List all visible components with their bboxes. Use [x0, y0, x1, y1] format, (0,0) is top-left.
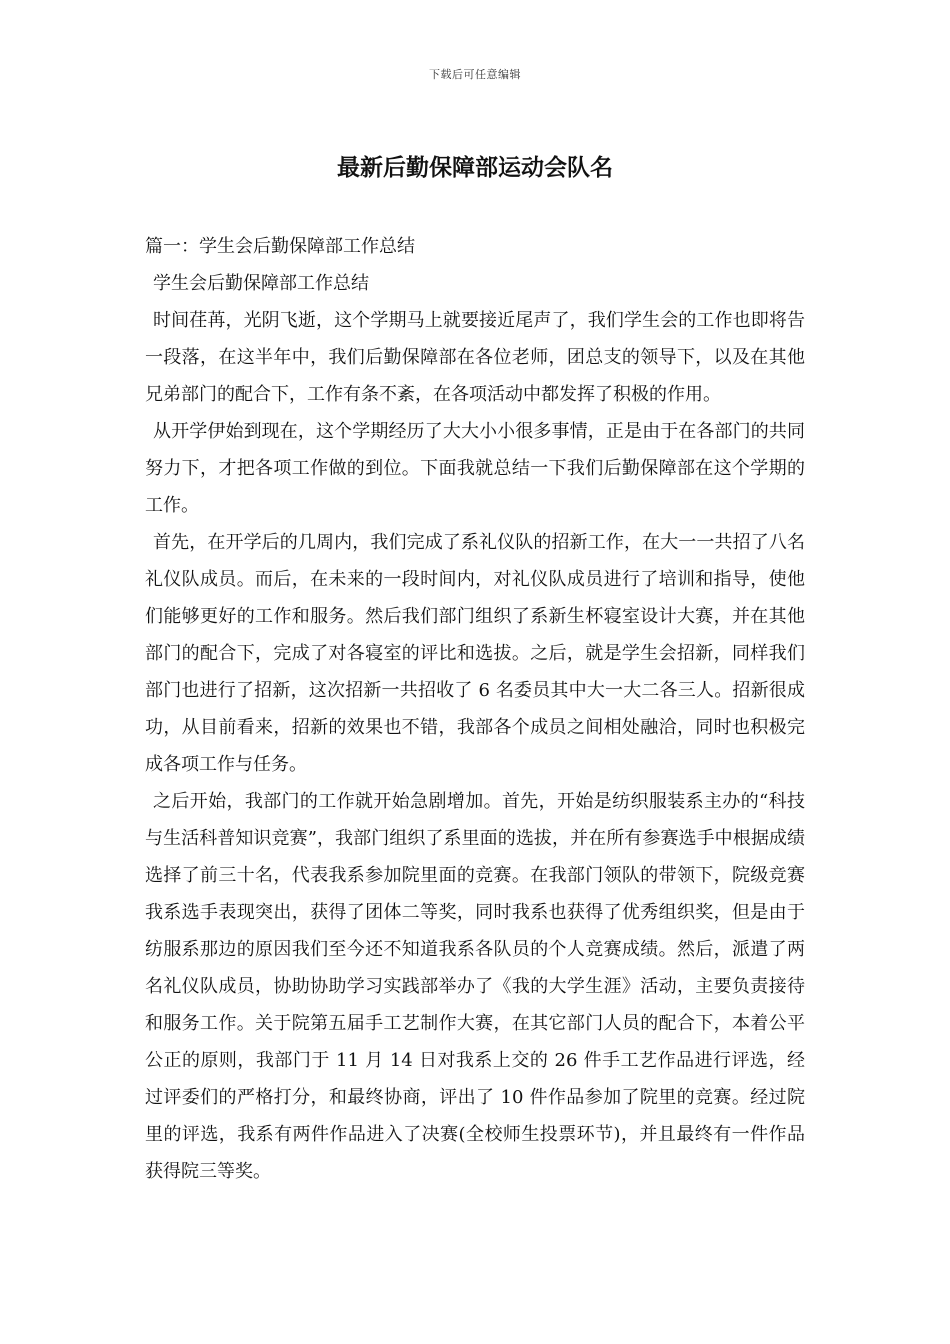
- document-title: 最新后勤保障部运动会队名: [337, 154, 613, 181]
- paragraph: 之后开始，我部门的工作就开始急剧增加。首先，开始是纺织服装系主办的“科技与生活科普知识竞赛”，我部门组织了系里面的选拔，并在所有参赛选手中根据成绩选择了前三十名，代表我系参加院里面的竞赛。在我部门领队的带领下，院级竞赛我系选手表现突出，获得了团体二等奖，同时我系也获得了优秀组织奖，但是由于纺服系那边的原因我们至今还不知道我系各队员的个人竞赛成绩。然后，派遣了两名礼仪队成员，协助协助学习实践部举办了《我的大学生涯》活动，主要负责接待和服务工作。关于院第五届手工艺制作大赛，在其它部门人员的配合下，本着公平公正的原则，我部门于 11 月 14 日对我系上交的 26 件手工艺作品进行评选，经过评委们的严格打分，和最终协商，评出了 10 件作品参加了院里的竞赛。经过院里的评选，我系有两件作品进入了决赛(全校师生投票环节)，并且最终有一件作品获得院三等奖。: [145, 791, 805, 1182]
- paragraph: 首先，在开学后的几周内，我们完成了系礼仪队的招新工作，在大一一共招了八名礼仪队成员。而后，在未来的一段时间内，对礼仪队成员进行了培训和指导，使他们能够更好的工作和服务。然后我们部门组织了系新生杯寝室设计大赛，并在其他部门的配合下，完成了对各寝室的评比和选拔。之后，就是学生会招新，同样我们部门也进行了招新，这次招新一共招收了 6 名委员其中大一大二各三人。招新很成功，从目前看来，招新的效果也不错，我部各个成员之间相处融洽，同时也积极完成各项工作与任务。: [145, 532, 805, 775]
- document-body: [145, 228, 805, 1190]
- paragraph: 时间荏苒，光阴飞逝，这个学期马上就要接近尾声了，我们学生会的工作也即将告一段落，在这半年中，我们后勤保障部在各位老师，团总支的领导下，以及在其他兄弟部门的配合下，工作有条不紊，在各项活动中都发挥了积极的作用。: [145, 310, 805, 405]
- section-heading: 篇一：学生会后勤保障部工作总结: [145, 236, 415, 257]
- paragraph: 从开学伊始到现在，这个学期经历了大大小小很多事情，正是由于在各部门的共同努力下，才把各项工作做的到位。下面我就总结一下我们后勤保障部在这个学期的工作。: [145, 421, 805, 516]
- sub-heading: 学生会后勤保障部工作总结: [153, 273, 369, 294]
- header-note: 下载后可任意编辑: [429, 68, 521, 81]
